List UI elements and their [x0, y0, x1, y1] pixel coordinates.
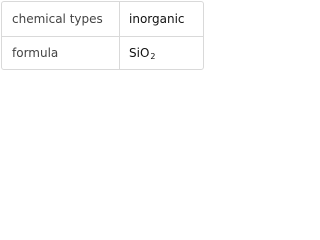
formula-base: SiO [129, 45, 150, 60]
properties-table [1, 1, 204, 70]
row-value-formula [129, 36, 156, 69]
row-value-chemical-types: inorganic [129, 12, 185, 26]
table-row [2, 36, 203, 69]
table-row [2, 2, 203, 37]
row-label-formula: formula [12, 45, 59, 60]
row-label-chemical-types: chemical types [12, 12, 103, 26]
formula-subscript: 2 [150, 52, 156, 61]
